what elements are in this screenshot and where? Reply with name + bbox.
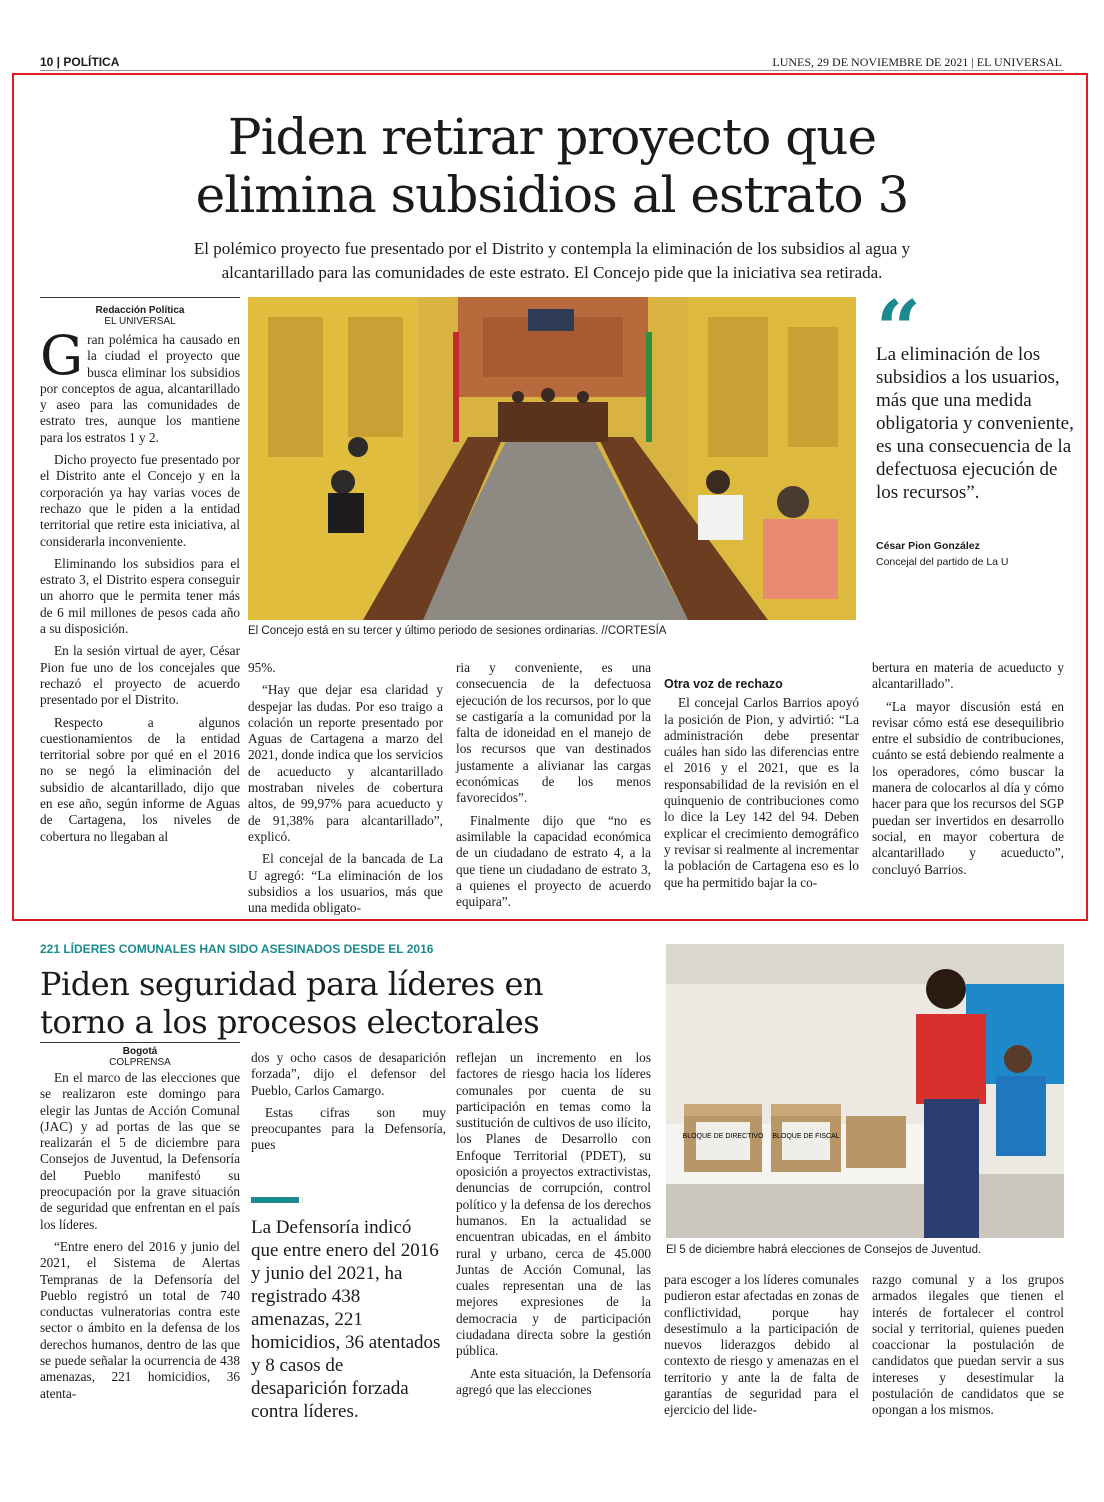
article2-byline: Bogotá COLPRENSA [109, 1046, 171, 1068]
drop-cap: G [40, 324, 84, 387]
article2-column-1: En el marco de las elecciones que se realizaron este domingo para elegir las Juntas de Acción Comunal (JAC) y ad portas de las que se realizarán el 5 de diciembre para Consejos de Juventud, la Defensoría del Pueblo manifestó su preocupación por la grave situación de seguridad que enfrentan en el país los líderes. “Entre enero del 2016 y junio del 2021, el Sistema de Alertas Tempranas de la Defensoría del Pueblo registró un total de 740 conductas vulneratorias contra este sector o ámbito en la defensa de los derechos humanos, dentro de las que se puede señalar la ocurrencia de 438 amenazas, 221 homicidios, 36 atenta- [40, 1070, 240, 1401]
article1-column-5: bertura en materia de acueducto y alcantarillado”. “La mayor discusión está en revisar cómo está ese desequilibrio entre el subsidio de contribuciones, cuánto se está debiendo realmente a los operadores, cómo buscar la manera de colocarlos al día y cómo hacer para que los recursos del SGP puedan ser invertidos en desarrollo social, en mayor cobertura de alcantarillado y acueducto”, concluyó Barrios. [872, 660, 1064, 877]
quote-author-role: Concejal del partido de La U [876, 556, 1009, 568]
ballot-box-label-2: BLOQUE DE FISCAL [772, 1133, 840, 1140]
page-section-label: 10 | POLÍTICA [40, 55, 120, 69]
article-deck: El polémico proyecto fue presentado por el Distrito y contempla la eliminación de los subsidios al agua y alcantarillado para las comunidades de este estrato. El Concejo pide que la iniciativa sea retirada. [193, 239, 911, 282]
article2-photo-caption: El 5 de diciembre habrá elecciones de Consejos de Juventud. [666, 1244, 982, 1256]
byline-rule [40, 297, 240, 298]
article2-column-4: para escoger a los líderes comunales pudieron estar afectadas en zonas de conflictividad, porque hay desestímulo a la participación de nuevos liderazgos debido al contexto de riesgo y amenazas en el territorio y ante la de falta de garantías de seguridad para el ejercicio del lide- [664, 1272, 859, 1418]
byline: Redacción Política EL UNIVERSAL [95, 305, 185, 327]
header-rule [40, 70, 1064, 71]
article1-column-4: Otra voz de rechazo El concejal Carlos Barrios apoyó la posición de Pion, y advirtió: “La administración debe presentar cuáles han sido las diferencias entre el 2016 y el 2021, que es la responsabilidad de la revisión en el quinquenio de contribuciones como lo dice la Ley 142 del 94. Deben explicar el crecimiento demográfico y revisar si realmente al incrementar la población de Cartagena eso es lo que ha permitido bajar la co- [664, 677, 859, 890]
date-and-paper: LUNES, 29 DE NOVIEMBRE DE 2021 | EL UNIVERSAL [772, 55, 1062, 69]
section-subhead: Otra voz de rechazo [664, 677, 783, 691]
article2-headline: Piden seguridad para líderes en torno a los procesos electorales [40, 965, 544, 1041]
election-boxes-photo [666, 944, 1064, 1238]
byline-rule [40, 1042, 240, 1043]
article-headline: Piden retirar proyecto que elimina subsidios al estrato 3 [195, 108, 909, 224]
article2-column-3: reflejan un incremento en los factores de riesgo hacia los líderes comunales por cuenta de su participación en temas como la sustitución de cultivos de uso ilícito, los Planes de Desarrollo con Enfoque Territorial (PDET), su oposición a proyectos extractivistas, denuncias de corrupción, control político y la defensa de los derechos humanos. En la actualidad se encuentran ubicadas, en el ámbito rural y urbano, cerca de 45.000 Juntas de Acción Comunal, las cuales representan una de las mejores expresiones de la democracia y de participación ciudadana directa sobre la gestión pública. Ante esta situación, la Defensoría agregó que las elecciones [456, 1050, 651, 1397]
article1-column-3: ria y conveniente, es una consecuencia de la defectuosa ejecución de los recursos, por lo que se castigaría a la comunidad por la falta de idoneidad en el manejo de los recursos que van destinados justamente a alivianar las cargas económicas de los menos favorecidos”. Finalmente dijo que “no es asimilable la capacidad económica de un ciudadano de estrato 4, a la que tiene un ciudadano de estrato 3, a quienes el proyecto de acuerdo equipara”. [456, 660, 651, 910]
article2-column-2: dos y ocho casos de desaparición forzada”, dijo el defensor del Pueblo, Carlos Camargo. Estas cifras son muy preocupantes para la Defensoría, pues [251, 1050, 446, 1153]
article2-column-5: razgo comunal y a los grupos armados ilegales que tienen el interés de fortalecer el control social y territorial, quienes pueden coaccionar la postulación de candidatos que puedan servir a sus intereses y desestimular la postulación de candidatos que se opongan a los mismos. [872, 1272, 1064, 1418]
article1-column-1: Gran polémica ha causado en la ciudad el proyecto que busca eliminar los subsidios por conceptos de agua, alcantarillado y aseo para las comunidades de estrato tres, aunque los mantiene para los estratos 1 y 2. Dicho proyecto fue presentado por el Distrito ante el Concejo y en la corporación ya hay varias voces de rechazo que le piden a la entidad territorial que retire esta iniciativa, al considerarla inconveniente. Eliminando los subsidios para el estrato 3, el Distrito espera conseguir un ahorro que le permita tener más de 6 mil millones de pesos cada año a su disposición. En la sesión virtual de ayer, César Pion fue uno de los concejales que rechazó el proyecto de acuerdo presentado por el Distrito. Respecto a algunos cuestionamientos de la entidad territorial sobre por qué en el 2016 no se negó la eliminación del subsidio de alcantarillado, dijo que en ese año, según informe de Aguas de Cartagena, los niveles de cobertura no llegaban al [40, 324, 240, 844]
article2-kicker: 221 LÍDERES COMUNALES HAN SIDO ASESINADOS DESDE EL 2016 [40, 942, 434, 956]
pull-quote: La eliminación de los subsidios a los usuarios, más que una medida obligatoria y conveniente, es una consecuencia de la defectuosa ejecución de los recursos”. [876, 344, 1074, 503]
quote-author: César Pion González [876, 540, 980, 552]
pullquote-accent-bar [251, 1197, 299, 1203]
ballot-box-label-1: BLOQUE DE DIRECTIVO [682, 1133, 764, 1140]
article2-pullquote: La Defensoría indicó que entre enero del 2016 y junio del 2021, ha registrado 438 amenazas, 221 homicidios, 36 atentados y 8 casos de desaparición forzada contra líderes. [251, 1217, 441, 1422]
photo-caption: El Concejo está en su tercer y último periodo de sesiones ordinarias. //CORTESÍA [248, 625, 667, 637]
council-chamber-photo [248, 297, 856, 620]
article1-column-2: 95%. “Hay que dejar esa claridad y despejar las dudas. Por eso traigo a colación un reporte presentado por Aguas de Cartagena a marzo del 2021, donde indica que los servicios de acueducto y alcantarillado mostraban niveles de cobertura altos, de 99,97% para acueducto y de 91,38% para alcantarillado”, explicó. El concejal de la bancada de La U agregó: “La eliminación de los subsidios a los usuarios, más que una medida obligato- [248, 660, 443, 916]
quote-mark-icon: “ [876, 284, 921, 375]
